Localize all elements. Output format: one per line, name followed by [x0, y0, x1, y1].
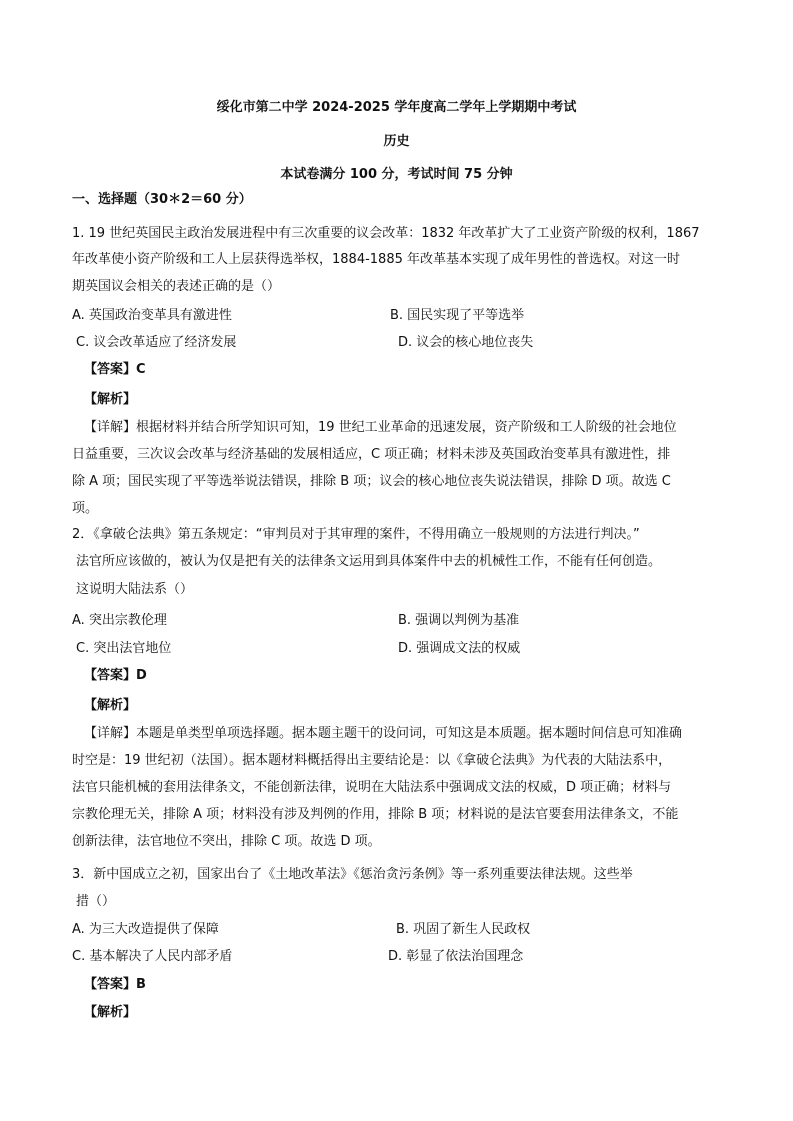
q1-option-a: A. 英国政治变革具有激进性: [72, 308, 232, 323]
q3-analysis-label: 【解析】: [84, 1005, 137, 1020]
q3-option-a: A. 为三大改造提供了保障: [72, 922, 219, 937]
q1-stem-line1: 1. 19 世纪英国民主政治发展进程中有三次重要的议会改革：1832 年改革扩大了工业资产阶级的权利，1867: [72, 226, 700, 241]
q1-option-d: D. 议会的核心地位丧失: [398, 335, 534, 350]
q1-option-c: C. 议会改革适应了经济发展: [76, 335, 237, 350]
q1-stem-line2: 年改革使小资产阶级和工人上层获得选举权，1884-1885 年改革基本实现了成年男性的普选权。对这一时: [72, 252, 680, 267]
q1-option-b: B. 国民实现了平等选举: [390, 308, 525, 323]
q2-detail-line3: 法官只能机械的套用法律条文，不能创新法律，说明在大陆法系中强调成文法的权威，D 项正确；材料与: [72, 780, 672, 795]
q2-analysis-label: 【解析】: [84, 698, 137, 713]
q2-detail-line4: 宗教伦理无关，排除 A 项；材料没有涉及判例的作用，排除 B 项；材料说的是法官要套用法律条文，不能: [72, 807, 679, 822]
section-heading: 一、选择题（30＊2＝60 分）: [72, 192, 252, 207]
q2-detail-line1: 【详解】本题是单类型单项选择题。据本题主题干的设问词，可知这是本质题。据本题时间信息可知准确: [84, 726, 683, 741]
q1-detail-line1: 【详解】根据材料并结合所学知识可知，19 世纪工业革命的迅速发展，资产阶级和工人阶级的社会地位: [84, 420, 677, 435]
q3-option-c: C. 基本解决了人民内部矛盾: [72, 949, 233, 964]
q2-stem-line3: 这说明大陆法系（）: [76, 582, 194, 597]
subject-title: 历史: [383, 134, 410, 149]
q1-answer: 【答案】C: [84, 362, 146, 377]
q2-option-b: B. 强调以判例为基准: [398, 613, 520, 628]
q1-detail-line4: 项。: [72, 501, 99, 516]
q2-stem-line1: 2．《拿破仑法典》第五条规定：“审判员对于其审理的案件，不得用确立一般规则的方法进行判决。”: [72, 527, 640, 542]
q2-option-c: C. 突出法官地位: [76, 641, 172, 656]
q2-answer: 【答案】D: [84, 668, 147, 683]
q3-stem-line2: 措（）: [76, 894, 116, 909]
q1-analysis-label: 【解析】: [84, 392, 137, 407]
q2-option-a: A. 突出宗教伦理: [72, 613, 167, 628]
q3-answer: 【答案】B: [84, 977, 146, 992]
exam-title: 绥化市第二中学 2024-2025 学年度高二学年上学期期中考试: [216, 100, 577, 115]
exam-info: 本试卷满分 100 分，考试时间 75 分钟: [280, 167, 513, 182]
q3-option-d: D. 彰显了依法治国理念: [388, 949, 524, 964]
q3-stem-line1: 3．新中国成立之初，国家出台了《土地改革法》《惩治贪污条例》等一系列重要法律法规。这些举: [72, 867, 633, 882]
q2-detail-line2: 时空是：19 世纪初（法国）。据本题材料概括得出主要结论是：以《拿破仑法典》为代表的大陆法系中，: [72, 753, 672, 768]
q2-detail-line5: 创新法律，法官地位不突出，排除 C 项。故选 D 项。: [72, 834, 381, 849]
q3-option-b: B. 巩固了新生人民政权: [396, 922, 531, 937]
q1-detail-line2: 日益重要，三次议会改革与经济基础的发展相适应，C 项正确；材料未涉及英国政治变革具有激进性，排: [72, 447, 671, 462]
q1-detail-line3: 除 A 项；国民实现了平等选举说法错误，排除 B 项；议会的核心地位丧失说法错误，排除 D 项。故选 C: [72, 474, 671, 489]
q2-stem-line2: 法官所应该做的，被认为仅是把有关的法律条文运用到具体案件中去的机械性工作，不能有任何创造。: [76, 554, 662, 569]
q1-stem-line3: 期英国议会相关的表述正确的是（）: [72, 279, 281, 294]
q2-option-d: D. 强调成文法的权威: [398, 641, 521, 656]
